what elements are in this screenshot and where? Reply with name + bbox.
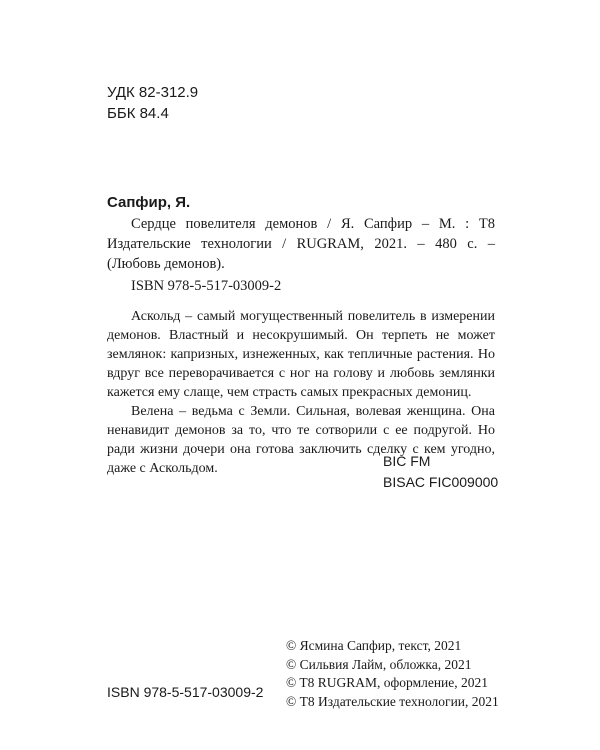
subject-codes [383, 451, 498, 493]
bibliographic-description [107, 214, 495, 274]
classification-block [107, 82, 198, 124]
annotation-paragraph-2: Велена – ведьма с Земли. Сильная, волевая женщина. Она ненавидит демонов за то, что те сотворили с ее подругой. Но ради жизни дочери она готова заключить сделку с кем угодно, даже с Аскольдом. [107, 404, 495, 476]
copyright-design: © T8 RUGRAM, оформление, 2021 [286, 675, 489, 690]
description-text: Сердце повелителя демонов / Я. Сапфир – М. : Т8 Издательские технологии / RUGRAM, 2021. – 480 с. – (Любовь демонов). [107, 216, 495, 272]
footer-isbn: ISBN 978-5-517-03009-2 [107, 684, 264, 700]
annotation-paragraph-1: Аскольд – самый могущественный повелитель в измерении демонов. Властный и несокрушимый. Он терпеть не может землянок: капризных, изнеженных, как тепличные растения. Но вдруг все переворачивается с ног на голову и любовь землянки кажется ему слаще, чем страсть самых прекрасных демониц. [107, 309, 495, 400]
bic-code: BIC FM [383, 453, 431, 469]
copyright-block [286, 637, 499, 711]
bisac-code: BISAC FIC009000 [383, 474, 499, 490]
copyright-publisher: © Т8 Издательские технологии, 2021 [286, 693, 499, 709]
udk-code: УДК 82-312.9 [107, 84, 199, 101]
author-name: Сапфир, Я. [107, 194, 191, 211]
copyright-cover: © Сильвия Лайм, обложка, 2021 [286, 656, 472, 672]
copyright-text: © Ясмина Сапфир, текст, 2021 [286, 638, 462, 653]
catalog-isbn: ISBN 978-5-517-03009-2 [131, 278, 282, 294]
bbk-code: ББК 84.4 [107, 105, 169, 122]
